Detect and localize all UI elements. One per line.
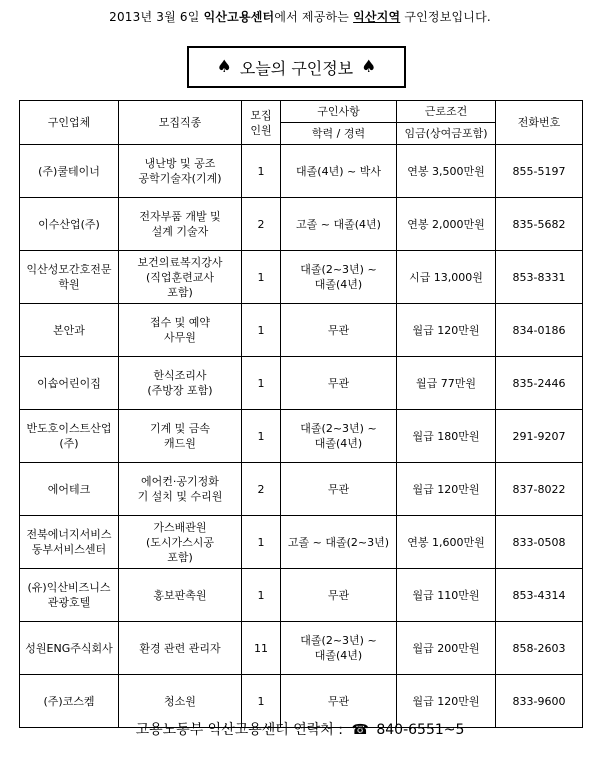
footer-contact [0,719,600,739]
header-mid: 에서 제공하는 [274,10,350,24]
table-row [20,198,583,251]
header-company: 구인업체 [20,101,119,145]
company-cell: 에어테크 [20,463,119,516]
education-cell: 대졸(2~3년) ~ 대졸(4년) [281,251,397,304]
count-cell: 1 [242,410,281,463]
education-cell: 무관 [281,569,397,622]
count-cell: 1 [242,357,281,410]
header-education: 학력 / 경력 [281,123,397,145]
job-cell: 홍보판촉원 [119,569,242,622]
phone-cell: 855-5197 [496,145,583,198]
phone-cell: 833-9600 [496,675,583,728]
job-cell: 접수 및 예약 사무원 [119,304,242,357]
wage-cell: 월급 120만원 [397,675,496,728]
telephone-icon: ☎ [351,722,369,738]
wage-cell: 월급 180만원 [397,410,496,463]
table-row [20,622,583,675]
job-cell: 청소원 [119,675,242,728]
wage-cell: 시급 13,000원 [397,251,496,304]
job-cell: 에어컨·공기정화 기 설치 및 수리원 [119,463,242,516]
header-center: 익산고용센터 [203,10,275,24]
table-row [20,145,583,198]
count-cell: 2 [242,198,281,251]
job-cell: 냉난방 및 공조 공학기술자(기계) [119,145,242,198]
phone-cell: 853-4314 [496,569,583,622]
count-cell: 1 [242,304,281,357]
count-cell: 1 [242,569,281,622]
table-row [20,516,583,569]
company-cell: 이솝어린이집 [20,357,119,410]
wage-cell: 연봉 3,500만원 [397,145,496,198]
count-cell: 1 [242,145,281,198]
phone-cell: 835-5682 [496,198,583,251]
job-cell: 환경 관련 관리자 [119,622,242,675]
wage-cell: 월급 120만원 [397,304,496,357]
count-cell: 11 [242,622,281,675]
wage-cell: 월급 77만원 [397,357,496,410]
count-cell: 1 [242,675,281,728]
company-cell: (주)쿨테이너 [20,145,119,198]
education-cell: 대졸(2~3년) ~ 대졸(4년) [281,410,397,463]
header-phone: 전화번호 [496,101,583,145]
company-cell: 반도호이스트산업(주) [20,410,119,463]
company-cell: 성원ENG주식회사 [20,622,119,675]
education-cell: 무관 [281,675,397,728]
phone-cell: 834-0186 [496,304,583,357]
header-tail: 구인정보입니다. [404,10,491,24]
job-cell: 전자부품 개발 및 설계 기술자 [119,198,242,251]
header-region: 익산지역 [353,10,401,24]
company-cell: (주)코스켐 [20,675,119,728]
company-cell: 전북에너지서비스 동부서비스센터 [20,516,119,569]
count-cell: 1 [242,251,281,304]
footer-label: 고용노동부 익산고용센터 연락처 : [135,722,343,738]
header-conditions: 근로조건 [397,101,496,123]
wage-cell: 연봉 2,000만원 [397,198,496,251]
wage-cell: 월급 110만원 [397,569,496,622]
phone-cell: 858-2603 [496,622,583,675]
phone-cell: 853-8331 [496,251,583,304]
table-row [20,251,583,304]
table-row [20,357,583,410]
page-header [0,8,600,25]
table-row [20,410,583,463]
company-cell: 본안과 [20,304,119,357]
education-cell: 무관 [281,304,397,357]
education-cell: 대졸(4년) ~ 박사 [281,145,397,198]
education-cell: 대졸(2~3년) ~ 대졸(4년) [281,622,397,675]
phone-cell: 291-9207 [496,410,583,463]
phone-cell: 837-8022 [496,463,583,516]
table-row [20,569,583,622]
header-date: 2013년 3월 6일 [109,10,200,24]
job-table [19,100,583,728]
wage-cell: 월급 120만원 [397,463,496,516]
title-box [187,46,406,88]
job-cell: 가스배관원 (도시가스시공 포함) [119,516,242,569]
job-cell: 기계 및 금속 캐드원 [119,410,242,463]
table-row [20,463,583,516]
education-cell: 고졸 ~ 대졸(2~3년) [281,516,397,569]
company-cell: 익산성모간호전문학원 [20,251,119,304]
company-cell: (유)익산비즈니스 관광호텔 [20,569,119,622]
spade-icon: ♠ [216,57,232,77]
wage-cell: 연봉 1,600만원 [397,516,496,569]
footer-number: 840-6551~5 [376,722,465,738]
wage-cell: 월급 200만원 [397,622,496,675]
job-cell: 한식조리사 (주방장 포함) [119,357,242,410]
education-cell: 무관 [281,357,397,410]
phone-cell: 835-2446 [496,357,583,410]
header-requirements: 구인사항 [281,101,397,123]
phone-cell: 833-0508 [496,516,583,569]
header-wage: 임금(상여금포함) [397,123,496,145]
table-row [20,304,583,357]
company-cell: 이수산업(주) [20,198,119,251]
header-job: 모집직종 [119,101,242,145]
spade-icon: ♠ [361,57,377,77]
count-cell: 2 [242,463,281,516]
count-cell: 1 [242,516,281,569]
page-title: 오늘의 구인정보 [239,58,354,78]
header-count: 모집 인원 [242,101,281,145]
education-cell: 무관 [281,463,397,516]
job-cell: 보건의료복지강사 (직업훈련교사 포함) [119,251,242,304]
education-cell: 고졸 ~ 대졸(4년) [281,198,397,251]
